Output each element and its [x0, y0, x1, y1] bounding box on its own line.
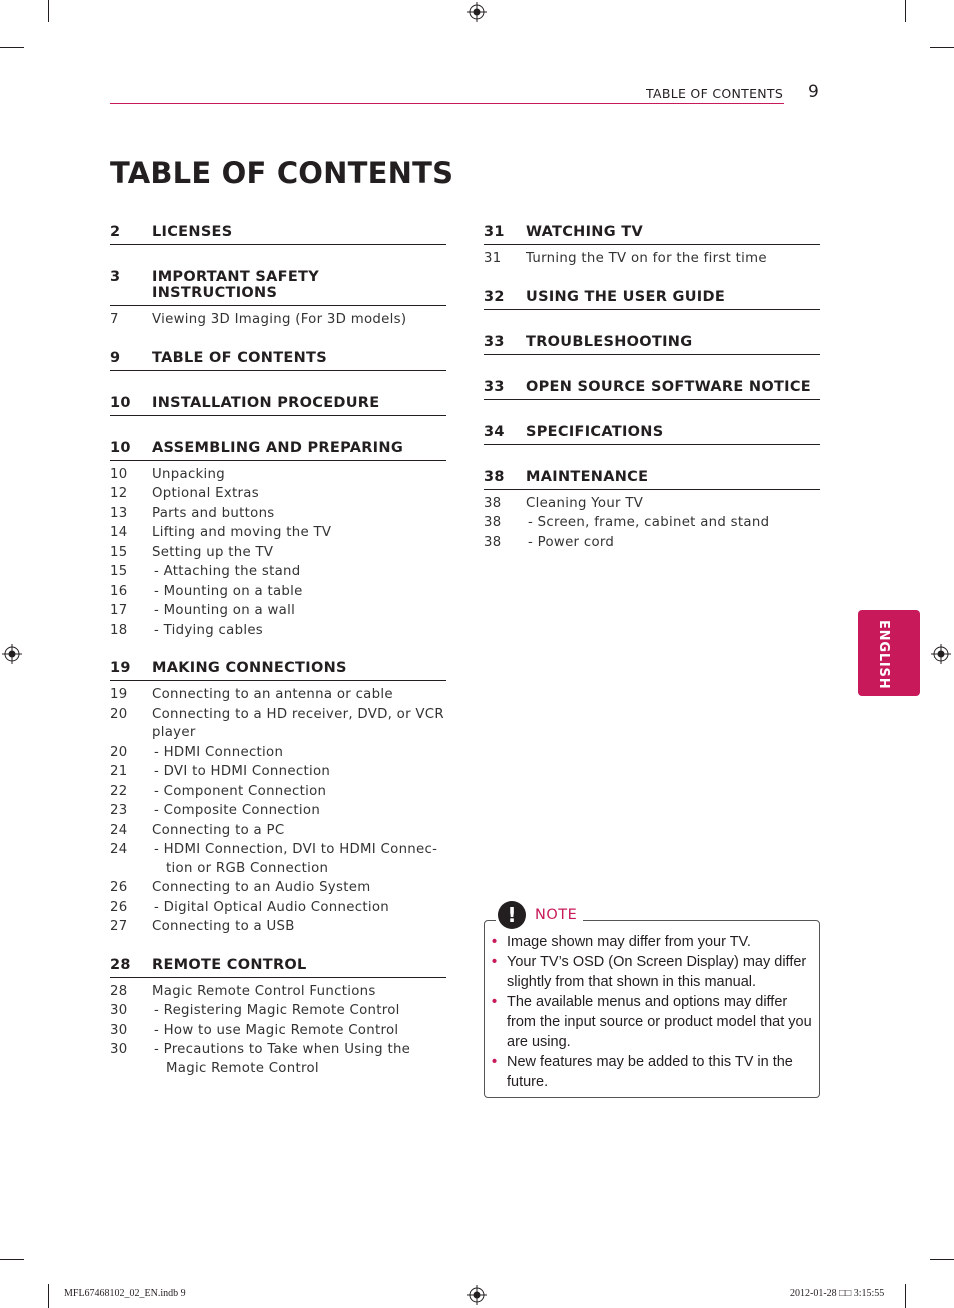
toc-section-title: TROUBLESHOOTING: [526, 333, 693, 350]
toc-entry-text: Magic Remote Control Functions: [152, 983, 376, 999]
toc-entry-text: Connecting to an Audio System: [152, 880, 371, 895]
toc-entry-page: 15: [110, 564, 128, 579]
toc-section: [484, 469, 820, 553]
toc-section-heading: [484, 224, 820, 245]
toc-entry-page: 12: [110, 486, 128, 501]
toc-entry: [484, 534, 820, 553]
toc-entry-text: - Precautions to Take when Using the Magic Remote Control: [154, 1042, 411, 1076]
toc-section-page: 31: [484, 224, 505, 240]
toc-entry-page: 23: [110, 803, 128, 818]
toc-entry: [110, 1022, 446, 1041]
note-item-text: Your TV’s OSD (On Screen Display) may differ slightly from that shown in this manual.: [507, 954, 807, 990]
toc-left-column: [110, 224, 446, 1098]
toc-entry-page: 17: [110, 603, 128, 618]
toc-entry: [110, 602, 446, 621]
print-footer-filename: MFL67468102_02_EN.indb 9: [64, 1288, 186, 1299]
toc-section: [484, 334, 820, 355]
toc-entry-list: [484, 490, 820, 553]
crop-mark: [0, 1259, 24, 1260]
page-title: TABLE OF CONTENTS: [110, 156, 454, 190]
toc-entry-page: 18: [110, 622, 128, 638]
toc-entry-page: 30: [110, 1022, 128, 1038]
header-rule: [110, 103, 784, 104]
toc-entry: [110, 1002, 446, 1021]
toc-section-heading: [484, 424, 820, 445]
toc-entry-text: Cleaning Your TV: [526, 495, 644, 511]
registration-mark-icon: [467, 1285, 487, 1305]
toc-section-title: REMOTE CONTROL: [152, 956, 307, 973]
toc-entry: [110, 744, 446, 763]
toc-entry: [110, 763, 446, 782]
toc-entry: [110, 918, 446, 937]
toc-entry: [110, 879, 446, 898]
toc-entry-text: - DVI to HDMI Connection: [154, 764, 331, 779]
note-item: [490, 952, 812, 992]
toc-section-heading: [484, 334, 820, 355]
exclamation-icon: !: [498, 901, 526, 929]
toc-entry: [110, 524, 446, 543]
note-item: [490, 1052, 812, 1092]
toc-entry-page: 38: [484, 534, 502, 550]
toc-section-page: 33: [484, 333, 505, 350]
toc-right-column: [484, 224, 820, 572]
toc-section-title: IMPORTANT SAFETY INSTRUCTIONS: [152, 269, 320, 301]
bullet-icon: •: [492, 1054, 498, 1070]
toc-entry: [110, 505, 446, 524]
toc-entry-page: 22: [110, 783, 128, 799]
toc-entry-text: - Tidying cables: [154, 622, 264, 638]
toc-entry-page: 24: [110, 822, 128, 838]
toc-entry-text: - Digital Optical Audio Connection: [154, 899, 390, 915]
toc-entry-list: [484, 245, 820, 269]
toc-entry: [110, 563, 446, 582]
toc-entry-page: 7: [110, 312, 119, 327]
crop-mark: [0, 47, 24, 48]
toc-entry: [110, 841, 446, 878]
toc-entry-page: 30: [110, 1003, 128, 1018]
toc-section-heading: [484, 289, 820, 310]
toc-section: [110, 269, 446, 330]
toc-entry-page: 24: [110, 842, 128, 857]
toc-section-heading: [110, 440, 446, 461]
toc-entry-text: - Screen, frame, cabinet and stand: [528, 515, 770, 530]
language-tab: [858, 610, 920, 696]
toc-section: [110, 224, 446, 245]
toc-section: [110, 660, 446, 937]
toc-section-heading: [484, 469, 820, 490]
toc-entry-page: 20: [110, 744, 128, 760]
print-footer-timestamp: 2012-01-28 □□ 3:15:55: [790, 1288, 885, 1299]
toc-entry: [110, 802, 446, 821]
toc-entry-text: - How to use Magic Remote Control: [154, 1022, 399, 1038]
toc-entry-page: 10: [110, 466, 128, 482]
toc-section-heading: [484, 379, 820, 400]
toc-section: [484, 379, 820, 400]
toc-entry-list: [110, 461, 446, 641]
toc-entry: [484, 514, 820, 533]
toc-entry-text: Connecting to a HD receiver, DVD, or VCR player: [152, 706, 444, 740]
toc-entry-text: Parts and buttons: [152, 505, 275, 521]
note-item: [490, 932, 812, 952]
bullet-icon: •: [492, 994, 498, 1010]
toc-entry-text: Connecting to a USB: [152, 919, 295, 934]
toc-entry-text: Optional Extras: [152, 486, 259, 501]
toc-entry-text: - Component Connection: [154, 783, 327, 799]
note-item-text: The available menus and options may differ from the input source or product model that you are using.: [507, 994, 812, 1050]
toc-section-page: 28: [110, 956, 131, 973]
note-header: [496, 900, 583, 930]
toc-entry-text: Lifting and moving the TV: [152, 525, 332, 540]
crop-mark: [930, 1259, 954, 1260]
toc-entry: [110, 899, 446, 918]
crop-mark: [48, 0, 49, 22]
toc-entry-page: 30: [110, 1042, 128, 1057]
toc-entry-page: 14: [110, 525, 128, 540]
toc-entry-page: 26: [110, 880, 128, 895]
toc-section-heading: [110, 395, 446, 416]
toc-section: [110, 395, 446, 416]
toc-entry-page: 21: [110, 764, 128, 779]
toc-section-page: 19: [110, 660, 131, 676]
toc-entry-page: 38: [484, 515, 502, 530]
toc-entry: [110, 983, 446, 1002]
toc-section: [110, 350, 446, 371]
toc-entry-text: Setting up the TV: [152, 544, 274, 560]
toc-section: [484, 224, 820, 269]
toc-section-title: USING THE USER GUIDE: [526, 288, 726, 305]
toc-section-page: 2: [110, 224, 121, 240]
toc-section: [110, 957, 446, 1079]
toc-section: [484, 424, 820, 445]
toc-section-page: 32: [484, 288, 505, 305]
crop-mark: [930, 47, 954, 48]
toc-entry: [110, 1041, 446, 1078]
registration-mark-icon: [2, 644, 22, 664]
toc-entry: [110, 466, 446, 485]
toc-section-heading: [110, 660, 446, 681]
toc-entry-page: 13: [110, 505, 128, 521]
toc-entry-list: [110, 306, 446, 330]
toc-section-title: TABLE OF CONTENTS: [152, 349, 327, 366]
toc-entry: [484, 250, 820, 269]
toc-entry: [110, 485, 446, 504]
toc-entry-text: - Registering Magic Remote Control: [154, 1003, 400, 1018]
toc-entry-text: Connecting to a PC: [152, 822, 285, 838]
crop-mark: [905, 0, 906, 22]
toc-section-page: 38: [484, 468, 505, 485]
toc-section-page: 34: [484, 423, 505, 440]
toc-entry-page: 19: [110, 687, 128, 702]
crop-mark: [905, 1284, 906, 1308]
toc-entry-text: Turning the TV on for the first time: [526, 251, 767, 266]
toc-entry-page: 26: [110, 899, 128, 915]
bullet-icon: •: [492, 934, 498, 950]
note-item-text: New features may be added to this TV in the future.: [507, 1054, 793, 1090]
note-list: [490, 932, 812, 1092]
toc-entry: [110, 583, 446, 602]
page-number: 9: [808, 82, 819, 102]
crop-mark: [48, 1284, 49, 1308]
toc-entry-text: - Mounting on a table: [154, 583, 303, 599]
note-item: [490, 992, 812, 1052]
toc-section: [110, 440, 446, 641]
toc-section-title: INSTALLATION PROCEDURE: [152, 394, 380, 411]
registration-mark-icon: [931, 644, 951, 664]
language-tab-label: ENGLISH: [876, 620, 891, 690]
note-item-text: Image shown may differ from your TV.: [507, 934, 751, 950]
toc-entry-page: 31: [484, 251, 502, 266]
toc-section-title: MAINTENANCE: [526, 468, 649, 485]
toc-section-title: MAKING CONNECTIONS: [152, 660, 347, 676]
toc-entry: [110, 544, 446, 563]
toc-entry-text: - Mounting on a wall: [154, 603, 296, 618]
toc-entry-list: [110, 681, 446, 937]
registration-mark-icon: [467, 2, 487, 22]
bullet-icon: •: [492, 954, 498, 970]
toc-section-title: SPECIFICATIONS: [526, 423, 664, 440]
toc-entry: [110, 686, 446, 705]
toc-section-title: OPEN SOURCE SOFTWARE NOTICE: [526, 378, 811, 395]
toc-section-heading: [110, 224, 446, 245]
toc-section-title: LICENSES: [152, 224, 233, 240]
toc-entry-text: - Power cord: [528, 534, 615, 550]
note-title: NOTE: [535, 907, 578, 923]
toc-entry-page: 16: [110, 583, 128, 599]
toc-entry: [484, 495, 820, 514]
toc-section: [484, 289, 820, 310]
toc-section-title: ASSEMBLING AND PREPARING: [152, 439, 404, 456]
toc-entry: [110, 783, 446, 802]
toc-section-heading: [110, 957, 446, 978]
toc-section-page: 33: [484, 378, 505, 395]
toc-section-page: 10: [110, 394, 131, 411]
toc-section-title: WATCHING TV: [526, 224, 643, 240]
toc-section-page: 9: [110, 349, 121, 366]
toc-entry: [110, 706, 446, 743]
toc-section-heading: [110, 269, 446, 306]
toc-entry-page: 38: [484, 495, 502, 511]
toc-entry-page: 27: [110, 919, 128, 934]
toc-entry: [110, 822, 446, 841]
toc-entry-text: - HDMI Connection, DVI to HDMI Connec- tion or RGB Connection: [154, 842, 438, 876]
toc-entry-text: - HDMI Connection: [154, 744, 284, 760]
toc-entry-text: - Composite Connection: [154, 803, 321, 818]
toc-entry-page: 15: [110, 544, 128, 560]
toc-section-heading: [110, 350, 446, 371]
toc-section-page: 10: [110, 439, 131, 456]
toc-entry-page: 20: [110, 706, 128, 722]
toc-entry-text: Connecting to an antenna or cable: [152, 687, 393, 702]
toc-entry-text: Viewing 3D Imaging (For 3D models): [152, 312, 407, 327]
toc-entry-list: [110, 978, 446, 1079]
toc-entry: [110, 622, 446, 641]
toc-section-page: 3: [110, 269, 121, 285]
toc-entry-text: - Attaching the stand: [154, 564, 301, 579]
toc-entry: [110, 311, 446, 330]
toc-entry-page: 28: [110, 983, 128, 999]
running-header-label: TABLE OF CONTENTS: [646, 86, 784, 101]
toc-entry-text: Unpacking: [152, 466, 226, 482]
